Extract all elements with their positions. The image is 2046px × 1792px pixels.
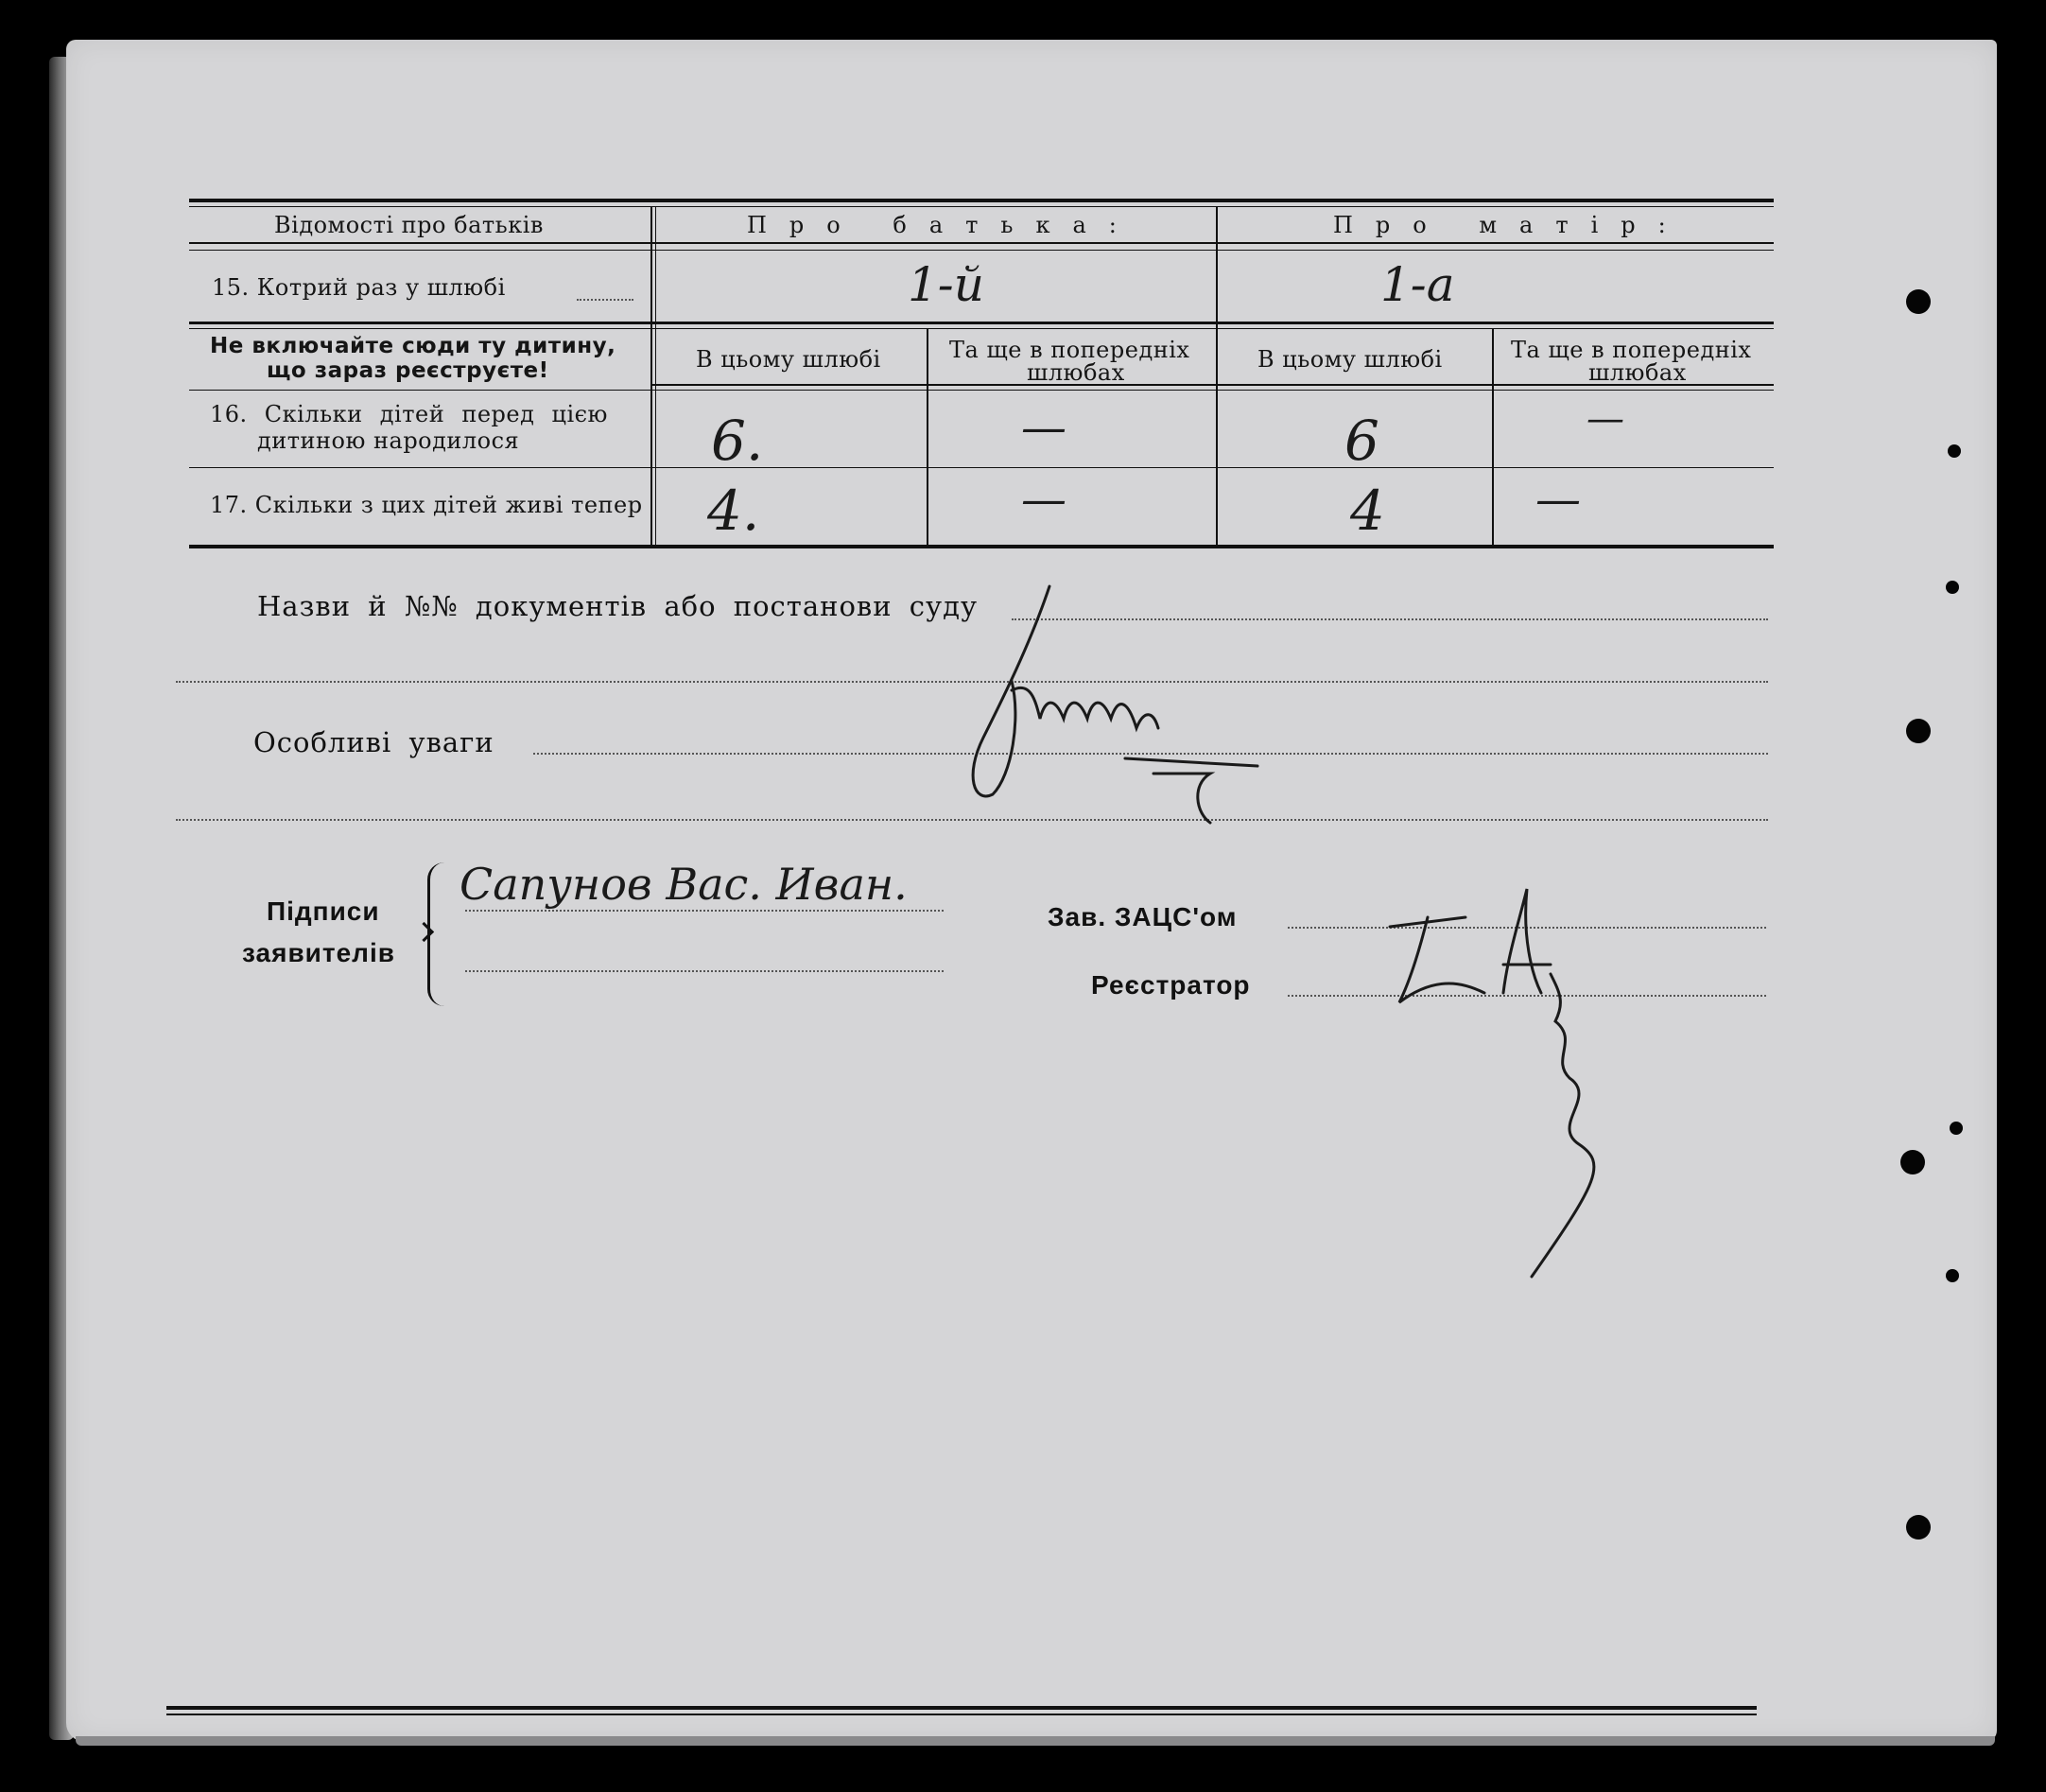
mother-previous-marriages-header-line2: шлюбах — [1588, 359, 1687, 386]
header-father: Про батька: — [747, 212, 1139, 238]
applicant-signature-line — [465, 910, 944, 912]
note-exclude-child-line1: Не включайте сюди ту дитину, — [210, 334, 616, 358]
note-exclude-child-line2: що зараз реєструєте! — [267, 358, 549, 383]
applicant-signature-line-2 — [465, 970, 944, 972]
father-previous-marriages-header-line1: Та ще в попередніх — [949, 337, 1190, 363]
row16-label-line1: 16. Скільки дітей перед цією — [210, 401, 608, 427]
row16-mother-prev-value: — — [1587, 397, 1624, 441]
father-this-marriage-header: В цьому шлюбі — [696, 346, 881, 373]
punch-hole — [1946, 581, 1959, 594]
punch-hole — [1950, 1122, 1963, 1135]
applicant-signature: Сапунов Вас. Иван. — [459, 859, 908, 910]
punch-hole — [1906, 719, 1931, 743]
mother-this-marriage-header: В цьому шлюбі — [1257, 346, 1443, 373]
father-previous-marriages-header-line2: шлюбах — [1027, 359, 1125, 386]
punch-hole — [1906, 1515, 1931, 1540]
page-edge-bottom — [76, 1736, 1995, 1746]
notes-scribble-signature — [870, 586, 1267, 832]
header-mother: Про матір: — [1333, 212, 1689, 238]
row15-father-value: 1-й — [908, 257, 984, 312]
punch-hole — [1946, 1269, 1959, 1282]
punch-hole — [1906, 289, 1931, 314]
row16-mother-this-value: 6 — [1344, 409, 1379, 473]
header-parents-info: Відомості про батьків — [274, 212, 544, 238]
row16-father-this-value: 6. — [711, 409, 764, 473]
row17-father-prev-value: — — [1021, 473, 1066, 526]
footer-rule — [166, 1706, 1757, 1710]
row15-label: 15. Котрий раз у шлюбі — [212, 274, 506, 301]
registrar-signature — [1361, 879, 1664, 1333]
signatures-label-line1: Підписи — [267, 896, 380, 926]
notes-label: Особливі уваги — [253, 726, 494, 758]
row17-father-this-value: 4. — [707, 478, 760, 543]
row16-father-prev-value: — — [1021, 401, 1066, 454]
registrar-label: Реєстратор — [1091, 970, 1251, 1000]
head-label: Зав. ЗАЦС'ом — [1048, 902, 1238, 931]
row17-mother-this-value: 4 — [1350, 478, 1385, 543]
row16-label-line2: дитиною народилося — [257, 427, 520, 454]
row15-mother-value: 1-а — [1380, 257, 1455, 312]
parents-info-table — [189, 199, 1774, 550]
documents-label: Назви й №№ документів або постанови суду — [257, 590, 979, 622]
punch-hole — [1948, 444, 1961, 458]
row17-mother-prev-value: — — [1535, 473, 1581, 526]
punch-hole — [1900, 1150, 1925, 1174]
mother-previous-marriages-header-line1: Та ще в попередніх — [1511, 337, 1752, 363]
signatures-brace — [427, 862, 449, 1006]
row17-label: 17. Скільки з цих дітей живі тепер — [210, 492, 643, 518]
signatures-label-line2: заявителів — [242, 938, 395, 967]
footer-rule-2 — [166, 1714, 1757, 1715]
